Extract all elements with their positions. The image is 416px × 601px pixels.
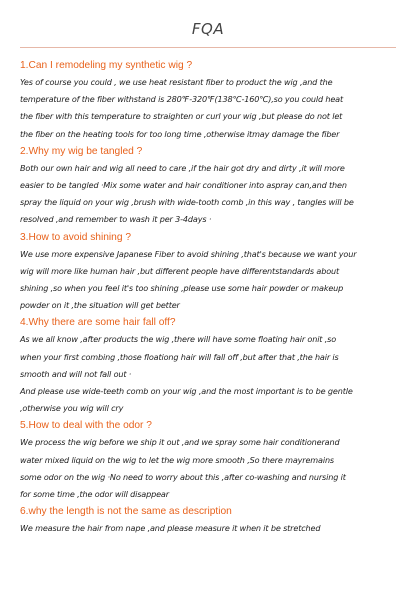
- answer-line: water mixed liquid on the wig to let the wig more smooth ,So there mayremains: [20, 454, 334, 465]
- faq-answer: [20, 520, 402, 537]
- answer-line: And please use wide-teeth comb on your wig ,and the most important is to be gentle: [20, 386, 353, 397]
- answer-line: the fiber on the heating tools for too long time ,otherwise itmay damage the fiber: [20, 128, 340, 139]
- answer-line: ,otherwise you wig will cry: [20, 403, 124, 414]
- faq-question: 4.Why there are some hair fall off?: [20, 317, 176, 329]
- answer-line: We measure the hair from nape ,and please measure it when it be stretched: [20, 523, 321, 534]
- faq-section-4: [20, 315, 402, 417]
- answer-line: the fiber with this temperature to straighten or curl your wig ,but please do not let: [20, 111, 343, 122]
- answer-line: powder on it ,the situation will get better: [20, 300, 180, 311]
- answer-line: temperature of the fiber withstand is 280℉-320℉(138℃-160℃),so you could heat: [20, 94, 343, 105]
- answer-line: We process the wig before we ship it out ,and we spray some hair conditionerand: [20, 437, 340, 448]
- title-divider: [20, 47, 396, 48]
- faq-answer: [20, 160, 402, 229]
- answer-line: when your first combing ,those floationg hair will fall off ,but after that ,the hair is: [20, 351, 339, 362]
- faq-question: 1.Can I remodeling my synthetic wig ?: [20, 60, 193, 71]
- answer-line: resolved ,and remember to wash it per 3-4days ·: [20, 214, 212, 225]
- faq-answer: [20, 434, 402, 503]
- answer-line: smooth and will not fall out ·: [20, 368, 132, 379]
- faq-section-1: [20, 58, 402, 143]
- faq-section-2: [20, 144, 402, 229]
- faq-section-6: [20, 504, 402, 537]
- faq-section-3: [20, 230, 402, 315]
- answer-line: spray the liquid on your wig ,brush with wide-tooth comb ,in this way , tangles will be: [20, 197, 354, 208]
- faq-question: 6.why the length is not the same as description: [20, 506, 232, 518]
- document-title: FQA: [191, 20, 225, 38]
- faq-question: 5.How to deal with the odor ?: [20, 420, 152, 432]
- answer-line: We use more expensive Japanese Fiber to avoid shining ,that's because we want your: [20, 248, 357, 259]
- answer-line: for some time ,the odor will disappear: [20, 489, 169, 500]
- faq-question: 3.How to avoid shining ?: [20, 231, 131, 243]
- faq-answer: [20, 246, 402, 315]
- faq-answer: [20, 331, 402, 417]
- faq-question: 2.Why my wig be tangled ?: [20, 145, 143, 157]
- answer-line: Yes of course you could , we use heat resistant fiber to product the wig ,and the: [20, 77, 333, 87]
- faq-answer: [20, 74, 402, 143]
- answer-line: some odor on the wig ·No need to worry about this ,after co-washing and nursing it: [20, 471, 346, 482]
- faq-content: [20, 56, 402, 537]
- answer-line: wig will more like human hair ,but different people have differentstandards about: [20, 265, 339, 276]
- answer-line: As we all know ,after products the wig ,there will have some floating hair onit ,so: [20, 334, 337, 345]
- answer-line: easier to be tangled ·Mix some water and hair conditioner into aspray can,and then: [20, 180, 347, 191]
- answer-line: Both our own hair and wig all need to care ,if the hair got dry and dirty ,it will more: [20, 162, 345, 173]
- answer-line: shining ,so when you feel it's too shining ,please use some hair powder or makeup: [20, 283, 344, 294]
- faq-section-5: [20, 418, 402, 503]
